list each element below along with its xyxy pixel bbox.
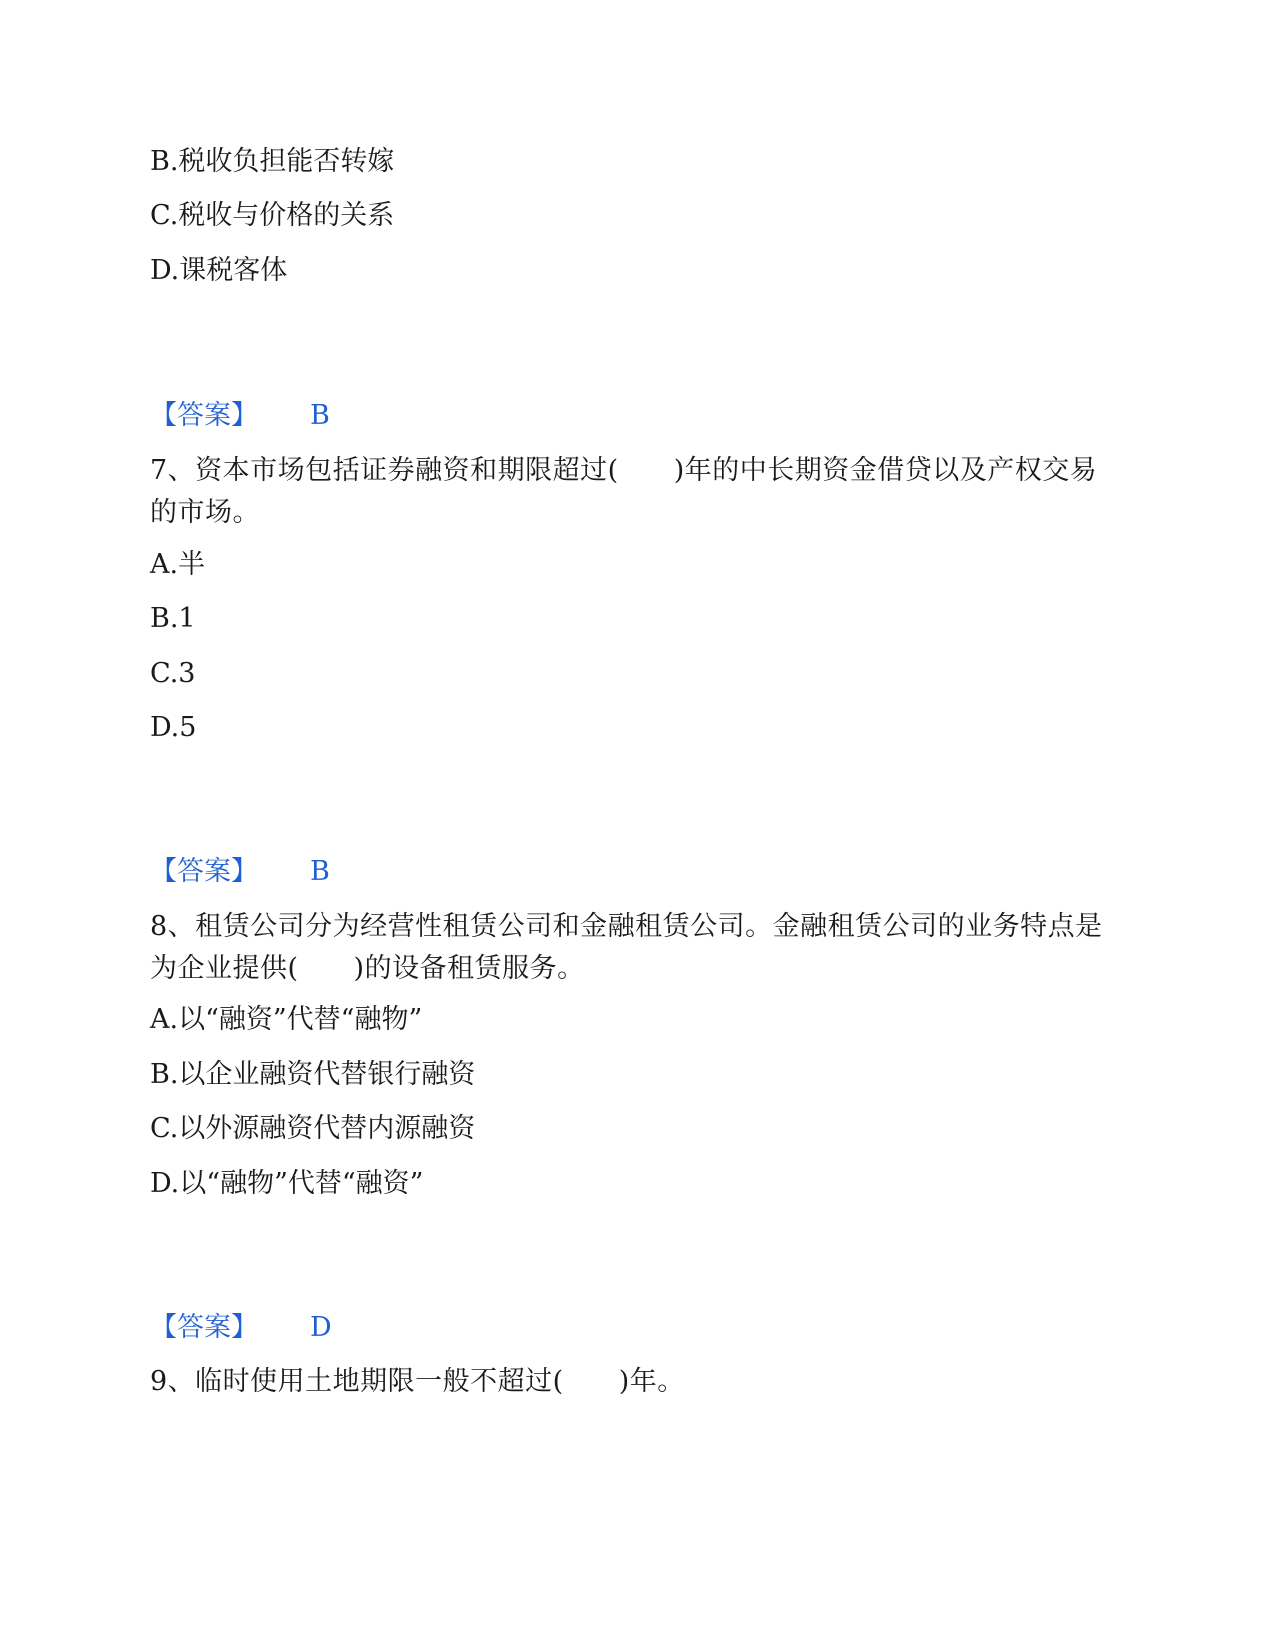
option-a: A.以“融资”代替“融物” bbox=[150, 1004, 423, 1035]
option-c: C.以外源融资代替内源融资 bbox=[150, 1113, 476, 1144]
answer-label: 【答案】 bbox=[150, 1312, 258, 1343]
answer-label: 【答案】 bbox=[150, 856, 258, 887]
option-d: D.以“融物”代替“融资” bbox=[150, 1168, 424, 1199]
question-7-stem: 7、资本市场包括证券融资和期限超过( )年的中长期资金借贷以及产权交易的市场。 bbox=[150, 455, 1098, 528]
option-d: D.课税客体 bbox=[150, 255, 288, 286]
option-d: D.5 bbox=[150, 712, 197, 743]
answer-line bbox=[150, 396, 330, 436]
answer-line bbox=[150, 1308, 332, 1348]
answer-value: B bbox=[310, 400, 330, 431]
answer-label: 【答案】 bbox=[150, 400, 258, 431]
option-c: C.3 bbox=[150, 658, 196, 689]
option-a: A.半 bbox=[150, 549, 206, 580]
option-b: B.以企业融资代替银行融资 bbox=[150, 1059, 476, 1090]
answer-line bbox=[150, 852, 330, 892]
option-b: B.1 bbox=[150, 603, 196, 634]
option-c: C.税收与价格的关系 bbox=[150, 200, 395, 231]
question-8-stem: 8、租赁公司分为经营性租赁公司和金融租赁公司。金融租赁公司的业务特点是为企业提供( )的设备租赁服务。 bbox=[150, 911, 1103, 984]
question-9-stem: 9、临时使用土地期限一般不超过( )年。 bbox=[150, 1366, 685, 1397]
option-b: B.税收负担能否转嫁 bbox=[150, 146, 395, 177]
answer-value: B bbox=[310, 856, 330, 887]
answer-value: D bbox=[310, 1312, 332, 1343]
